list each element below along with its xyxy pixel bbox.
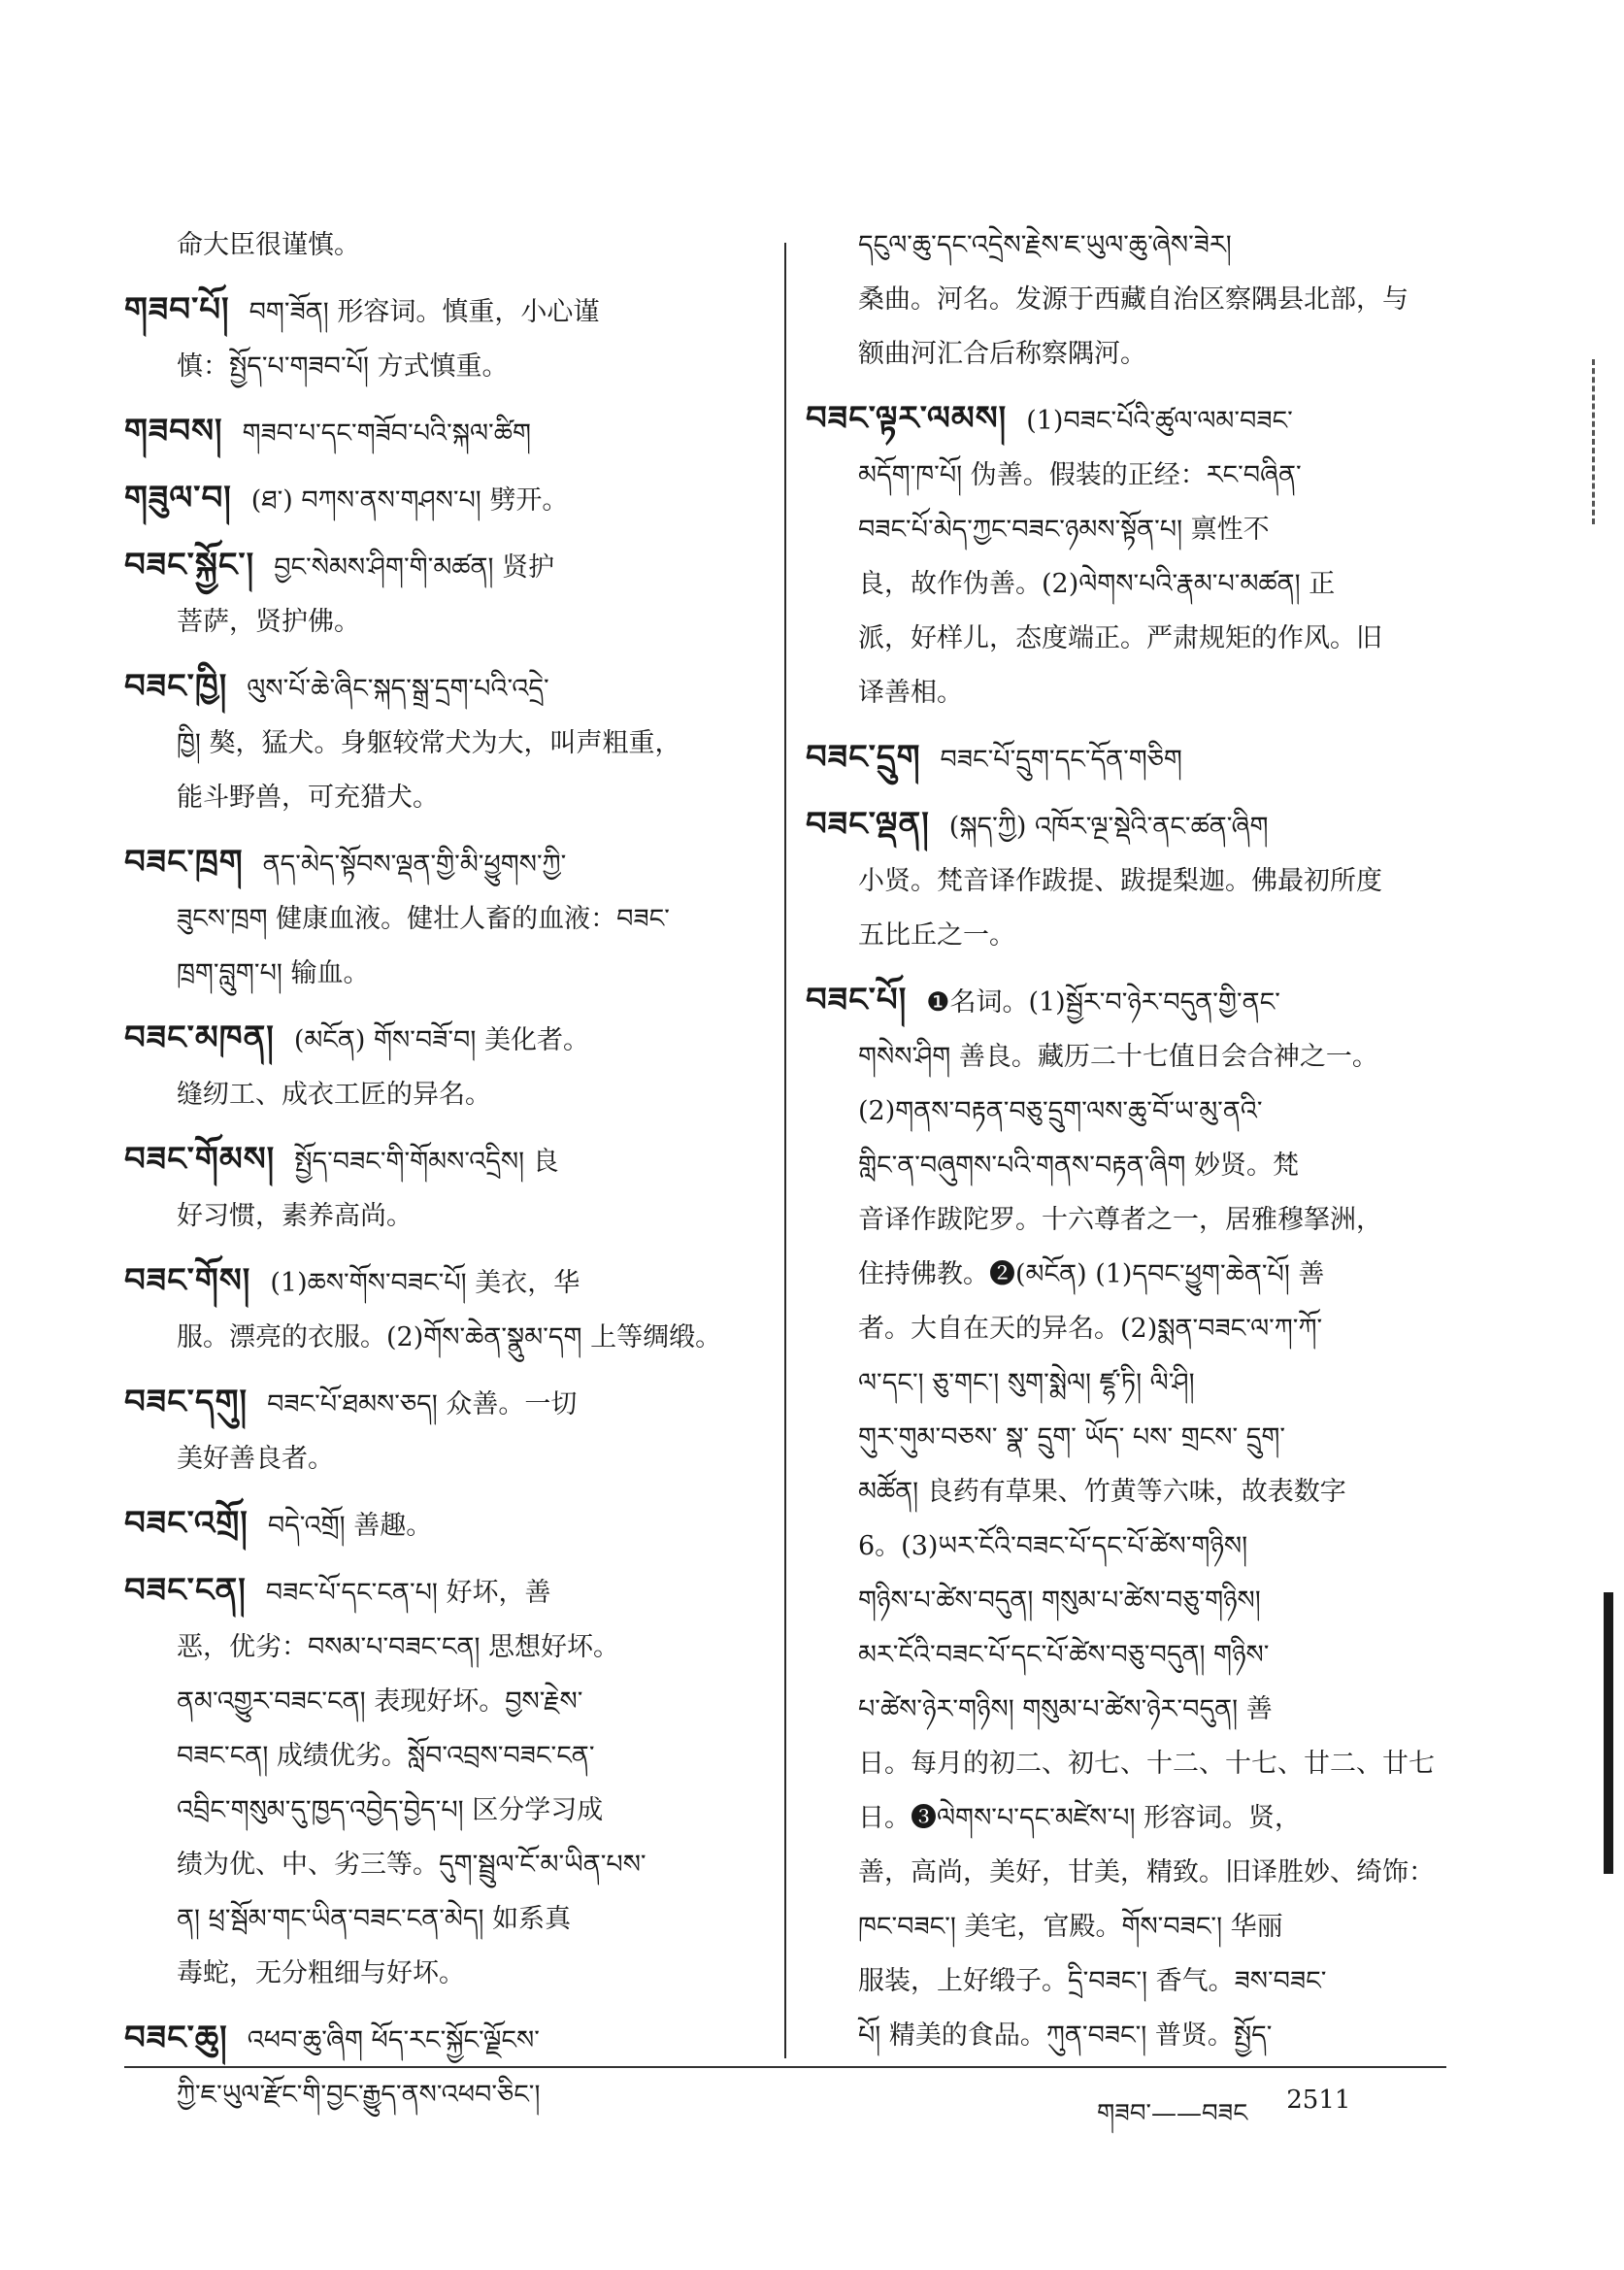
headword: བཟང་འགྲོ། [124,1504,249,1543]
definition-text: ཁང་བཟང་། 美宅，官殿。གོས་བཟང་། 华丽 [858,1912,1283,1942]
headword: བཟང་པོ། [806,981,908,1019]
definition-text: 小贤。梵音译作跋提、跋提梨迦。佛最初所度 [858,866,1382,896]
definition-text: 住持佛教。❷(མངོན) (1)དབང་ཕྱུག་ཆེན་པོ། 善 [858,1259,1325,1289]
entry-line [806,1411,1446,1465]
entry-line [806,666,1446,720]
entry-line [806,1846,1446,1900]
entry-line [806,557,1446,612]
entry-line [124,1563,760,1620]
entry-line [124,1838,760,1892]
dictionary-entry [806,797,1446,963]
definition-text: འབྲིང་གསུམ་དུ་ཁྱད་འབྱེད་བྱེད་པ། 区分学习成 [177,1795,604,1825]
definition-text: 派，好样儿，态度端正。严肃规矩的作风。旧 [858,623,1382,653]
definition-text: 额曲河汇合后称察隅河。 [858,339,1146,369]
entry-line [806,503,1446,557]
entry-line [124,947,760,1001]
entry-line [124,771,760,825]
entry-line [806,218,1446,273]
entry-line [124,1892,760,1947]
dictionary-entry [124,835,760,1001]
dictionary-entry [806,973,1446,2063]
headword: བཟང་དགུ། [124,1383,249,1421]
headword: བཟང་དྲུག [806,738,921,777]
entry-line [124,538,760,595]
dictionary-entry [124,218,760,273]
entry-line [124,340,760,394]
definition-text: པོ། 精美的食品。ཀུན་བཟང་། 普贤。སྤྱོད་ [858,2020,1273,2051]
definition-text: 日。❸ལེགས་པ་དང་མཛེས་པ། 形容词。贤， [858,1803,1302,1833]
running-head: གཟབ་——བཟང [1097,2099,1248,2128]
definition-text: 良，故作伪善。(2)ལེགས་པའི་རྣམ་པ་མཚན། 正 [858,569,1336,599]
definition-text: གཉིས་པ་ཚེས་བདུན། གསུམ་པ་ཚེས་བཅུ་གཉིས། [858,1586,1261,1616]
dictionary-entry [124,1496,760,1553]
entry-line [124,1729,760,1784]
entry-line [806,1193,1446,1248]
entry-line [806,449,1446,503]
headword: བཟང་ངན། [124,1571,247,1610]
entry-line [806,1085,1446,1139]
entry-line [806,391,1446,449]
headword: བཟང་ཁྱི། [124,667,228,706]
dictionary-entry [806,391,1446,720]
definition-text: 桑曲。河名。发源于西藏自治区察隅县北部，与 [858,284,1409,315]
entry-line [806,327,1446,382]
definition-text: 服。漂亮的衣服。(2)གོས་ཆེན་སྣུམ་དག 上等绸缎。 [177,1322,722,1352]
dictionary-entry [124,1132,760,1244]
definition-text: 者。大自在天的异名。(2)སྨན་བཟང་ལ་ཀ་ཀོ་ [858,1314,1323,1344]
entry-line [124,659,760,717]
entry-line [124,892,760,947]
definition-text: (2)གནས་བརྟན་བཅུ་དྲུག་ལས་ཆུ་བོ་ཡ་མུ་ནའི་ [858,1096,1263,1126]
headword: བཟང་གོམས། [124,1140,276,1179]
definition-text: གསེས་ཤིག 善良。藏历二十七值日会合神之一。 [858,1042,1378,1072]
entry-line [806,1954,1446,2009]
definition-text: ནམ་འགྱུར་བཟང་ངན། 表现好坏。བྱས་རྗེས་ [177,1686,583,1717]
definition-text: དངུལ་ཆུ་དང་འདྲེས་རྗེས་ཇ་ཡུལ་ཆུ་ཞེས་ཟེར། [858,230,1232,260]
definition-text: བྱང་སེམས་ཤིག་གི་མཚན། 贤护 [274,552,555,583]
entry-line [124,717,760,771]
definition-text: 6。(3)ཡར་ངོའི་བཟང་པོ་དང་པོ་ཚེས་གཉིས། [858,1531,1248,1561]
definition-text: 服装，上好缎子。དྲི་བཟང་། 香气。ཟས་བཟང་ [858,1966,1327,1996]
definition-text: བག་ཟོན། 形容词。慎重，小心谨 [249,297,600,327]
definition-text: 美好善良者。 [177,1444,334,1474]
definition-text: གླིང་ན་བཞུགས་པའི་གནས་བརྟན་ཞིག 妙贤。梵 [858,1151,1299,1181]
headword: གཟུལ་བ། [124,479,232,517]
dictionary-entry [124,1563,760,2001]
margin-marks [1592,359,1599,524]
definition-text: སྤྱོད་བཟང་གི་གོམས་འདྲིས། 良 [294,1147,559,1177]
entry-line [124,835,760,892]
dictionary-entry [124,1375,760,1486]
definition-text: ན། ཕྲ་སྦོམ་གང་ཡིན་བཟང་ངན་མེད། 如系真 [177,1904,572,1934]
definition-text: 菩萨，贤护佛。 [177,607,360,637]
entry-line [124,1947,760,2001]
entry-line [806,1465,1446,1519]
entry-line [806,1791,1446,1846]
headword: བཟང་ཆུ། [124,2019,228,2057]
entry-line [806,1519,1446,1574]
page-footer [1097,2086,1446,2156]
definition-text: ལུས་པོ་ཆེ་ཞིང་སྐད་སྒྲ་དྲག་པའི་འདྲེ་ [247,674,549,704]
definition-text: 毒蛇，无分粗细与好坏。 [177,1958,465,1988]
definition-text: ཀྱི་ཇ་ཡུལ་རྫོང་གི་བྱང་རྒྱུད་ནས་འཕབ་ཅིང་། [177,2080,541,2110]
headword: གཟབས། [124,412,223,451]
dictionary-entry [806,730,1446,787]
definition-text: 好习惯，素养高尚。 [177,1201,413,1231]
entry-line [124,595,760,650]
definition-text: བཟང་པོ་ཐམས་ཅད། 众善。一切 [267,1389,578,1419]
definition-text: མཚོན། 良药有草果、竹黄等六味，故表数字 [858,1477,1346,1507]
left-column [124,218,760,2132]
entry-line [124,1253,760,1311]
entry-line [124,1675,760,1729]
definition-text: གུར་གུམ་བཅས་ སྣ་ དྲུག་ ཡོད་ པས་ གྲངས་ དྲུག་ [858,1422,1286,1452]
dictionary-entry [124,283,760,394]
definition-text: ཁྲག་བླུག་པ། 输血。 [177,958,370,988]
entry-line [124,1189,760,1244]
entry-line [806,273,1446,327]
headword: བཟང་ཁྲག [124,843,244,882]
definition-text: མདོག་ཁ་པོ། 伪善。假装的正经：རང་བཞིན་ [858,460,1302,490]
entry-line [806,1139,1446,1193]
definition-text: (མངོན) གོས་བཟོ་བ། 美化者。 [293,1025,589,1055]
definition-text: པ་ཚེས་ཉེར་གཉིས། གསུམ་པ་ཚེས་ཉེར་བདུན། 善 [858,1694,1273,1724]
definition-text: 善，高尚，美好，甘美，精致。旧译胜妙、绮饰： [858,1857,1435,1887]
entry-line [806,1356,1446,1411]
entry-line [806,1574,1446,1628]
headword: བཟང་སྐྱོང་། [124,546,255,584]
entry-line [806,1683,1446,1737]
entry-line [124,471,760,528]
right-column [806,218,1446,2073]
entry-line [806,854,1446,909]
entry-line [124,2011,760,2068]
definition-text: (སྐད་ཀྱི) འཁོར་ལྔ་སྡེའི་ནང་ཚན་ཞིག [948,812,1269,842]
entry-line [806,2009,1446,2063]
definition-text: འཕབ་ཆུ་ཞིག ཕོད་རང་སྐྱོང་ལྗོངས་ [247,2025,540,2055]
dictionary-entry [124,659,760,825]
page-number: 2511 [1286,2086,1351,2115]
column-divider [784,243,786,2058]
entry-line [124,218,760,273]
definition-text: བདེ་འགྲོ། 善趣。 [267,1511,433,1541]
definition-text: (ཐ་) བཀས་ནས་གཤས་པ། 劈开。 [250,485,569,516]
dictionary-entry [124,1011,760,1122]
dictionary-entry [124,538,760,650]
entry-line [124,1132,760,1189]
entry-line [806,973,1446,1030]
headword: བཟང་ལྟར་ལམས། [806,399,1008,438]
entry-line [124,1432,760,1486]
definition-text: (1)བཟང་པོའི་ཚུལ་ལམ་བཟང་ [1026,406,1293,436]
definition-text: 译善相。 [858,678,963,708]
definition-text: བཟང་པོ་དང་ངན་པ། 好坏，善 [265,1578,551,1608]
margin-bar [1604,1592,1613,1874]
definition-text: གཟབ་པ་དང་གཟོབ་པའི་སྐལ་ཚིག [242,418,531,449]
headword: གཟབ་པོ། [124,290,230,329]
definition-text: 恶，优劣：བསམ་པ་བཟང་ངན། 思想好坏。 [177,1632,620,1662]
entry-line [806,1900,1446,1954]
entry-line [124,1784,760,1838]
definition-text: བཟང་ངན། 成绩优劣。སློབ་འབྲས་བཟང་ངན་ [177,1741,595,1771]
dictionary-entry [124,471,760,528]
definition-text: 缝纫工、成衣工匠的异名。 [177,1080,491,1110]
entry-line [124,1068,760,1122]
entry-line [124,1375,760,1432]
entry-line [806,1628,1446,1683]
definition-text: ནད་མེད་སྟོབས་ལྡན་གྱི་མི་ཕྱུགས་ཀྱི་ [262,850,567,880]
entry-line [806,730,1446,787]
definition-text: ཁྱི། 獒，猛犬。身躯较常犬为大，叫声粗重， [177,728,681,758]
definition-text: མར་ངོའི་བཟང་པོ་དང་པོ་ཚེས་བཅུ་བདུན། གཉིས་ [858,1640,1270,1670]
definition-text: བཟང་པོ་མེད་ཀྱང་བཟང་ཉམས་སྟོན་པ། 禀性不 [858,515,1270,545]
entry-line [124,1496,760,1553]
entry-line [806,1302,1446,1356]
footer-rule [124,2066,1446,2068]
entry-line [124,1620,760,1675]
definition-text: ❶名词。(1)སྦྱོར་བ་ཉེར་བདུན་གྱི་ནང་ [926,987,1280,1018]
entry-line [806,797,1446,854]
definition-text: (1)ཆས་གོས་བཟང་པོ། 美衣，华 [270,1268,580,1298]
definition-text: 命大臣很谨慎。 [177,230,360,260]
dictionary-entry [806,218,1446,382]
entry-line [806,1248,1446,1302]
entry-line [124,2068,760,2122]
headword: བཟང་ལྡན། [806,805,930,844]
definition-text: ལ་དང་། ཅུ་གང་། སུག་སྨེལ། ཛྷ་ཏི། ལི་ཤི། [858,1368,1195,1398]
entry-line [124,1311,760,1365]
entry-line [806,1737,1446,1791]
definition-text: 五比丘之一。 [858,920,1015,951]
dictionary-entry [124,1253,760,1365]
definition-text: 慎：སྤྱོད་པ་གཟབ་པོ། 方式慎重。 [177,351,509,382]
headword: བཟང་གོས། [124,1261,251,1300]
entry-line [124,1011,760,1068]
definition-text: 能斗野兽，可充猎犬。 [177,783,439,813]
definition-text: 日。每月的初二、初七、十二、十七、廿二、廿七 [858,1749,1435,1779]
definition-text: 音译作跋陀罗。十六尊者之一，居雅穆拏洲， [858,1205,1382,1235]
entry-line [124,404,760,461]
definition-text: 绩为优、中、劣三等。དུག་སྦྲུལ་ངོ་མ་ཡིན་པས་ [177,1850,646,1880]
entry-line [806,1030,1446,1085]
entry-line [806,909,1446,963]
definition-text: ཟུངས་ཁྲག 健康血液。健壮人畜的血液：བཟང་ [177,904,670,934]
definition-text: བཟང་པོ་དྲུག་དང་དོན་གཅིག [940,745,1182,775]
headword: བཟང་མཁན། [124,1018,275,1057]
entry-line [806,612,1446,666]
entry-line [124,283,760,340]
dictionary-entry [124,404,760,461]
